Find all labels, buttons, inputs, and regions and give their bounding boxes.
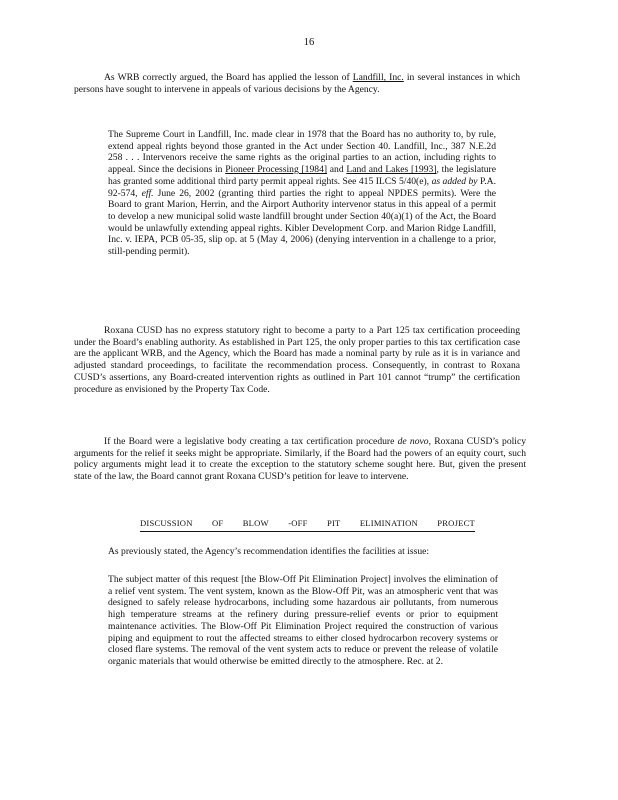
heading-word: DISCUSSION (140, 518, 193, 528)
text-run: P.A. 92-574, (108, 175, 496, 199)
text-run: If the Board were a legislative body creating a tax certification procedure (104, 436, 398, 447)
heading-word: -OFF (288, 518, 308, 528)
text-run: June 26, 2002 (granting third parties the right to appeal NPDES permits). Were the Board to grant Marion, Herrin, and the Airport Authority intervenor status in this appeal of a permit to develop a new municipal solid waste landfill brought under Section 40(a)(1) of the Act, the Board would be unlawfully extending appeal rights. Kibler Development Corp. and Marion Ridge Landfill, Inc. v. IEPA, PCB 05-35, slip op. at 5 (May 4, 2006) (denying intervention in a challenge to a prior, still-pending permit). (108, 187, 496, 258)
text-run: The Supreme Court in Landfill, Inc. made clear in 1978 that the Board has no authority to, by rule, extend appeal rights beyond those granted in the Act under Section 40. Landfill, Inc., 387 N.E.2d 258 . . . Intervenors receive the same rights as the original parties to an action, including rights to appeal. Since the decisions in (108, 129, 496, 176)
case-citation: Pioneer Processing [1984] (225, 164, 328, 176)
paragraph-legislative-body (74, 436, 526, 483)
text-run: , Roxana CUSD’s policy arguments for the relief it seeks might be appropriate. Similarly, if the Board had the powers of an equity court, such policy arguments might lead it to create the exception to the statutory scheme sought here. But, given the present state of the law, the Board cannot grant Roxana CUSD’s petition for leave to intervene. (74, 436, 526, 483)
case-citation: Land and Lakes [1993] (346, 164, 437, 176)
block-quote-supreme-court (108, 129, 496, 258)
case-citation: Landfill, Inc. (352, 72, 404, 83)
paragraph-roxana-no-right: Roxana CUSD has no express statutory right to become a party to a Part 125 tax certification proceeding under the Board’s enabling authority. As established in Part 125, the only proper parties to this tax certification case are the applicant WRB, and the Agency, which the Board has made a nominal party by rule as it is in variance and adjusted standard proceedings, to facilitate the recommendation process. Consequently, in contrast to Roxana CUSD’s assertions, any Board-created intervention rights as outlined in Part 101 cannot “trump” the certification procedure as envisioned by the Property Tax Code. (74, 325, 520, 395)
heading-word: OF (211, 518, 224, 528)
block-quote-recommendation: The subject matter of this request [the Blow-Off Pit Elimination Project] involves the elimination of a relief vent system. The vent system, known as the Blow-Off Pit, was an atmospheric vent that was designed to safely release hydrocarbons, including some hazardous air pollutants, from numerous high temperature streams at the refinery during pressure-relief events or prior to equipment maintenance activities. The Blow-Off Pit Elimination Project required the construction of various piping and equipment to rout the affected streams to either closed hydrocarbon recovery systems or closed flare systems. The removal of the vent system acts to reduce or prevent the release of volatile organic materials that would otherwise be emitted directly to the atmosphere. Rec. at 2. (108, 574, 498, 667)
section-heading (140, 518, 475, 532)
italic-text: eff. (141, 187, 154, 199)
heading-word: ELIMINATION (359, 518, 418, 528)
heading-word: PIT (327, 518, 341, 528)
paragraph-wrb-argument (74, 72, 520, 95)
text-run: in several instances in which persons have sought to intervene in appeals of various decisions by the Agency. (74, 72, 520, 95)
page-number: 16 (303, 37, 315, 48)
heading-word: PROJECT (437, 518, 475, 528)
text-run: As WRB correctly argued, the Board has applied the lesson of (104, 72, 353, 83)
italic-text: de novo (397, 436, 429, 447)
heading-word: BLOW (242, 518, 269, 528)
text-run: , the legislature has granted some additional third party permit appeal rights. See 415 ILCS 5/40(e), (108, 164, 497, 187)
text-run: and (327, 164, 347, 176)
italic-text: as added by (431, 175, 478, 187)
paragraph-previously-stated: As previously stated, the Agency’s recommendation identifies the facilities at issue: (108, 546, 430, 557)
